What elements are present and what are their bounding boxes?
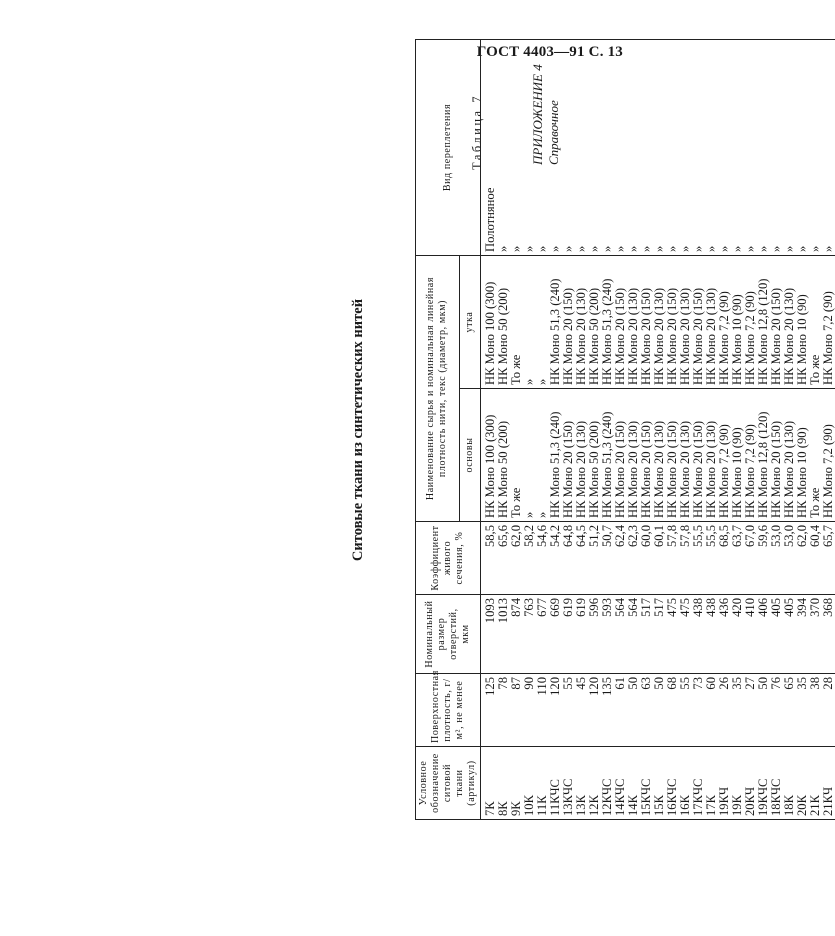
- cell-weft: НК Моно 20 (130): [705, 256, 718, 389]
- cell-coefficient: 57,8: [666, 522, 679, 595]
- cell-weave: »: [614, 40, 627, 256]
- cell-opening: 410: [744, 595, 757, 674]
- cell-weft: То же: [510, 256, 523, 389]
- cell-designation: 11КЧС: [549, 747, 562, 820]
- cell-density: 87: [510, 674, 523, 747]
- cell-coefficient: 53,0: [770, 522, 783, 595]
- sieve-fabric-table: [415, 39, 835, 820]
- cell-opening: 564: [627, 595, 640, 674]
- cell-density: 110: [536, 674, 549, 747]
- cell-designation: 18К: [783, 747, 796, 820]
- cell-coefficient: 51,2: [588, 522, 601, 595]
- cell-designation: 14К: [627, 747, 640, 820]
- cell-designation: 21К: [809, 747, 822, 820]
- cell-coefficient: 64,5: [575, 522, 588, 595]
- cell-density: 26: [718, 674, 731, 747]
- cell-designation: 16КЧС: [666, 747, 679, 820]
- cell-weft: НК Моно 51,3 (240): [601, 256, 614, 389]
- cell-designation: 15К: [653, 747, 666, 820]
- cell-opening: 438: [692, 595, 705, 674]
- cell-weft: НК Моно 20 (150): [692, 256, 705, 389]
- cell-warp: НК Моно 20 (150): [640, 389, 653, 522]
- cell-weft: »: [536, 256, 549, 389]
- table-number: Таблица 7: [470, 94, 484, 170]
- cell-opening: 436: [718, 595, 731, 674]
- table-body: [481, 40, 835, 820]
- cell-coefficient: 65,6: [497, 522, 510, 595]
- header-yarn-group: Наименование сырья и номинальная линейная плотность нити, текс (диаметр, мкм): [416, 256, 460, 522]
- cell-weft: НК Моно 20 (130): [653, 256, 666, 389]
- cell-opening: 564: [614, 595, 627, 674]
- cell-weft: НК Моно 7,2 (90): [822, 256, 835, 389]
- cell-coefficient: 62,0: [796, 522, 809, 595]
- cell-weft: НК Моно 10 (90): [796, 256, 809, 389]
- header-coefficient: Коэффициент живого сечения, %: [416, 522, 481, 595]
- cell-coefficient: 68,5: [718, 522, 731, 595]
- cell-weave: »: [757, 40, 770, 256]
- cell-warp: НК Моно 10 (90): [796, 389, 809, 522]
- cell-opening: 619: [562, 595, 575, 674]
- cell-designation: 19КЧС: [757, 747, 770, 820]
- cell-weave: Полотняное: [481, 40, 498, 256]
- cell-weft: НК Моно 50 (200): [588, 256, 601, 389]
- table-row: [510, 40, 523, 820]
- cell-weft: НК Моно 20 (130): [575, 256, 588, 389]
- cell-warp: НК Моно 50 (200): [497, 389, 510, 522]
- cell-designation: 19К: [731, 747, 744, 820]
- cell-designation: 21КЧ: [822, 747, 835, 820]
- table-row: [796, 40, 809, 820]
- cell-weft: НК Моно 51,3 (240): [549, 256, 562, 389]
- cell-designation: 12К: [588, 747, 601, 820]
- cell-weft: НК Моно 7,2 (90): [718, 256, 731, 389]
- cell-opening: 677: [536, 595, 549, 674]
- cell-weave: »: [809, 40, 822, 256]
- cell-weave: »: [627, 40, 640, 256]
- cell-designation: 16К: [679, 747, 692, 820]
- cell-opening: 1093: [481, 595, 498, 674]
- cell-opening: 368: [822, 595, 835, 674]
- cell-designation: 17КЧС: [692, 747, 705, 820]
- cell-coefficient: 64,8: [562, 522, 575, 595]
- cell-density: 50: [627, 674, 640, 747]
- cell-designation: 17К: [705, 747, 718, 820]
- table-row: [481, 40, 498, 820]
- cell-designation: 12КЧС: [601, 747, 614, 820]
- cell-density: 55: [679, 674, 692, 747]
- cell-designation: 8К: [497, 747, 510, 820]
- cell-warp: НК Моно 20 (130): [653, 389, 666, 522]
- cell-opening: 420: [731, 595, 744, 674]
- cell-coefficient: 55,5: [692, 522, 705, 595]
- cell-weft: НК Моно 20 (150): [562, 256, 575, 389]
- cell-weave: »: [718, 40, 731, 256]
- cell-opening: 475: [679, 595, 692, 674]
- cell-designation: 7К: [481, 747, 498, 820]
- cell-weave: »: [510, 40, 523, 256]
- cell-coefficient: 62,3: [627, 522, 640, 595]
- cell-opening: 517: [640, 595, 653, 674]
- cell-weave: »: [497, 40, 510, 256]
- cell-density: 38: [809, 674, 822, 747]
- cell-coefficient: 67,0: [744, 522, 757, 595]
- cell-designation: 18КЧС: [770, 747, 783, 820]
- cell-warp: НК Моно 7,2 (90): [744, 389, 757, 522]
- cell-weave: »: [731, 40, 744, 256]
- cell-coefficient: 58,2: [523, 522, 536, 595]
- header-density: Поверхностная плотность, г/м², не менее: [416, 674, 481, 747]
- cell-weft: НК Моно 10 (90): [731, 256, 744, 389]
- cell-density: 55: [562, 674, 575, 747]
- cell-designation: 20КЧ: [744, 747, 757, 820]
- cell-weft: НК Моно 20 (130): [679, 256, 692, 389]
- cell-density: 78: [497, 674, 510, 747]
- cell-density: 120: [549, 674, 562, 747]
- cell-density: 65: [783, 674, 796, 747]
- cell-weave: »: [523, 40, 536, 256]
- cell-opening: 1013: [497, 595, 510, 674]
- cell-designation: 20К: [796, 747, 809, 820]
- appendix-sublabel: Справочное: [546, 100, 561, 165]
- cell-opening: 619: [575, 595, 588, 674]
- cell-opening: 596: [588, 595, 601, 674]
- cell-weave: »: [705, 40, 718, 256]
- cell-weft: НК Моно 20 (150): [770, 256, 783, 389]
- cell-weft: НК Моно 20 (150): [666, 256, 679, 389]
- cell-density: 35: [731, 674, 744, 747]
- cell-weave: »: [783, 40, 796, 256]
- cell-coefficient: 58,5: [481, 522, 498, 595]
- cell-designation: 9К: [510, 747, 523, 820]
- cell-opening: 406: [757, 595, 770, 674]
- cell-warp: НК Моно 20 (130): [627, 389, 640, 522]
- header-weft: утка: [459, 256, 480, 389]
- cell-warp: НК Моно 7,2 (90): [822, 389, 835, 522]
- cell-weave: »: [796, 40, 809, 256]
- cell-density: 35: [796, 674, 809, 747]
- table-row: [822, 40, 835, 820]
- cell-designation: 10К: [523, 747, 536, 820]
- cell-coefficient: 55,5: [705, 522, 718, 595]
- cell-density: 120: [588, 674, 601, 747]
- cell-weave: »: [640, 40, 653, 256]
- cell-warp: НК Моно 50 (200): [588, 389, 601, 522]
- appendix-label: ПРИЛОЖЕНИЕ 4: [530, 64, 545, 165]
- cell-weave: »: [536, 40, 549, 256]
- cell-weave: »: [666, 40, 679, 256]
- cell-weave: »: [562, 40, 575, 256]
- cell-opening: 370: [809, 595, 822, 674]
- page-header: ГОСТ 4403—91 С. 13: [476, 44, 623, 60]
- cell-warp: НК Моно 20 (130): [679, 389, 692, 522]
- cell-warp: »: [523, 389, 536, 522]
- cell-warp: НК Моно 12,8 (120): [757, 389, 770, 522]
- cell-coefficient: 60,1: [653, 522, 666, 595]
- cell-coefficient: 53,0: [783, 522, 796, 595]
- cell-opening: 405: [783, 595, 796, 674]
- cell-weave: »: [692, 40, 705, 256]
- cell-density: 27: [744, 674, 757, 747]
- cell-coefficient: 60,4: [809, 522, 822, 595]
- cell-weft: НК Моно 20 (130): [783, 256, 796, 389]
- cell-opening: 669: [549, 595, 562, 674]
- cell-opening: 394: [796, 595, 809, 674]
- cell-coefficient: 65,7: [822, 522, 835, 595]
- cell-density: 135: [601, 674, 614, 747]
- cell-density: 61: [614, 674, 627, 747]
- cell-opening: 475: [666, 595, 679, 674]
- cell-opening: 438: [705, 595, 718, 674]
- header-designation: Условное обозначение ситовой ткани (артикул): [416, 747, 481, 820]
- cell-weft: НК Моно 12,8 (120): [757, 256, 770, 389]
- cell-coefficient: 57,8: [679, 522, 692, 595]
- cell-coefficient: 62,0: [510, 522, 523, 595]
- cell-designation: 13К: [575, 747, 588, 820]
- table-row: [497, 40, 510, 820]
- cell-coefficient: 54,2: [549, 522, 562, 595]
- cell-weft: НК Моно 20 (150): [614, 256, 627, 389]
- cell-designation: 11К: [536, 747, 549, 820]
- cell-density: 50: [653, 674, 666, 747]
- rotated-page-content: [0, 40, 835, 820]
- cell-designation: 19КЧ: [718, 747, 731, 820]
- cell-density: 63: [640, 674, 653, 747]
- cell-coefficient: 63,7: [731, 522, 744, 595]
- cell-coefficient: 60,0: [640, 522, 653, 595]
- cell-opening: 593: [601, 595, 614, 674]
- cell-coefficient: 50,7: [601, 522, 614, 595]
- cell-weave: »: [549, 40, 562, 256]
- cell-opening: 517: [653, 595, 666, 674]
- table-row: [523, 40, 536, 820]
- cell-density: 45: [575, 674, 588, 747]
- cell-weft: То же: [809, 256, 822, 389]
- cell-weave: »: [744, 40, 757, 256]
- cell-designation: 14КЧС: [614, 747, 627, 820]
- cell-density: 125: [481, 674, 498, 747]
- cell-warp: НК Моно 20 (130): [783, 389, 796, 522]
- cell-density: 68: [666, 674, 679, 747]
- header-opening: Номинальный размер отверстий, мкм: [416, 595, 481, 674]
- cell-coefficient: 54,6: [536, 522, 549, 595]
- cell-weave: »: [822, 40, 835, 256]
- cell-opening: 874: [510, 595, 523, 674]
- cell-warp: То же: [510, 389, 523, 522]
- cell-density: 60: [705, 674, 718, 747]
- cell-opening: 405: [770, 595, 783, 674]
- cell-weft: НК Моно 7,2 (90): [744, 256, 757, 389]
- cell-weave: »: [588, 40, 601, 256]
- cell-warp: НК Моно 7,2 (90): [718, 389, 731, 522]
- cell-weft: »: [523, 256, 536, 389]
- cell-weft: НК Моно 20 (130): [627, 256, 640, 389]
- cell-warp: НК Моно 51,3 (240): [601, 389, 614, 522]
- cell-warp: НК Моно 20 (150): [666, 389, 679, 522]
- cell-density: 76: [770, 674, 783, 747]
- cell-warp: НК Моно 10 (90): [731, 389, 744, 522]
- header-weave: Вид переплетения: [416, 40, 481, 256]
- cell-weft: НК Моно 100 (300): [481, 256, 498, 389]
- cell-designation: 15КЧС: [640, 747, 653, 820]
- cell-warp: НК Моно 20 (150): [692, 389, 705, 522]
- cell-warp: НК Моно 100 (300): [481, 389, 498, 522]
- cell-warp: НК Моно 20 (130): [575, 389, 588, 522]
- cell-weave: »: [601, 40, 614, 256]
- cell-coefficient: 62,4: [614, 522, 627, 595]
- cell-warp: То же: [809, 389, 822, 522]
- cell-weave: »: [679, 40, 692, 256]
- table-title: Ситовые ткани из синтетических нитей: [350, 298, 366, 562]
- cell-warp: НК Моно 51,3 (240): [549, 389, 562, 522]
- cell-designation: 13КЧС: [562, 747, 575, 820]
- cell-density: 73: [692, 674, 705, 747]
- cell-density: 90: [523, 674, 536, 747]
- cell-warp: НК Моно 20 (150): [770, 389, 783, 522]
- header-warp: основы: [459, 389, 480, 522]
- cell-weave: »: [575, 40, 588, 256]
- cell-opening: 763: [523, 595, 536, 674]
- cell-warp: НК Моно 20 (150): [614, 389, 627, 522]
- cell-weave: »: [770, 40, 783, 256]
- cell-weft: НК Моно 20 (150): [640, 256, 653, 389]
- cell-density: 50: [757, 674, 770, 747]
- cell-weft: НК Моно 50 (200): [497, 256, 510, 389]
- cell-density: 28: [822, 674, 835, 747]
- cell-warp: »: [536, 389, 549, 522]
- cell-coefficient: 59,6: [757, 522, 770, 595]
- cell-warp: НК Моно 20 (150): [562, 389, 575, 522]
- cell-weave: »: [653, 40, 666, 256]
- cell-warp: НК Моно 20 (130): [705, 389, 718, 522]
